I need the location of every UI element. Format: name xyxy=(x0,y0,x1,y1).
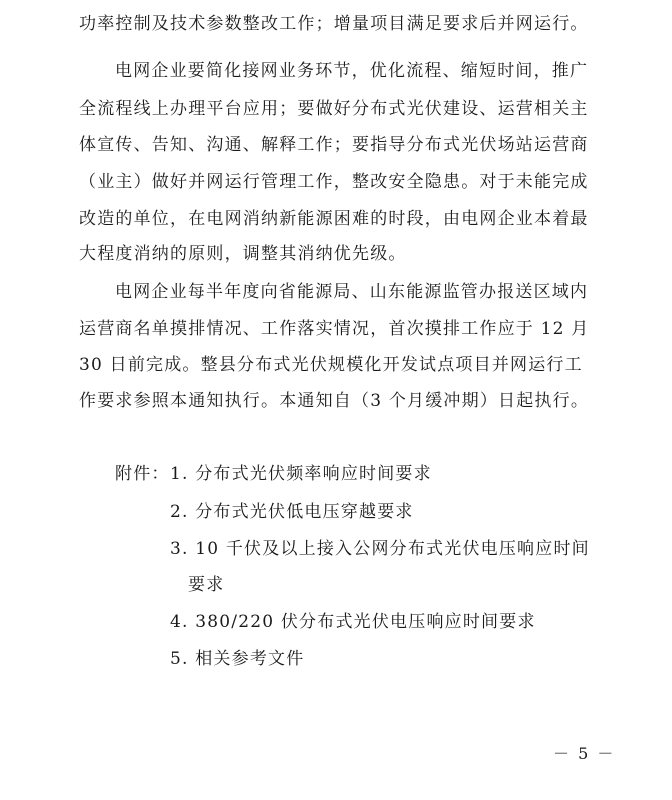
paragraph-line: 运营商名单摸排情况、工作落实情况，首次摸排工作应于 12 月 xyxy=(79,319,590,339)
paragraph-line: 电网企业每半年度向省能源局、山东能源监管办报送区域内 xyxy=(115,282,589,302)
paragraph-line: 大程度消纳的原则，调整其消纳优先级。 xyxy=(79,244,407,264)
paragraph-line: 功率控制及技术参数整改工作；增量项目满足要求后并网运行。 xyxy=(79,14,589,34)
attachment-item: 4. 380/220 伏分布式光伏电压响应时间要求 xyxy=(170,612,536,632)
paragraph-line: 体宣传、告知、沟通、解释工作；要指导分布式光伏场站运营商 xyxy=(79,135,589,155)
attachment-item: 1. 分布式光伏频率响应时间要求 xyxy=(170,464,432,484)
attachment-item: 3. 10 千伏及以上接入公网分布式光伏电压响应时间 xyxy=(170,539,590,559)
paragraph-line: 全流程线上办理平台应用；要做好分布式光伏建设、运营相关主 xyxy=(79,99,589,119)
attachment-item: 5. 相关参考文件 xyxy=(170,649,305,669)
paragraph-line: （业主）做好并网运行管理工作，整改安全隐患。对于未能完成 xyxy=(79,172,589,192)
attachments-label: 附件： xyxy=(115,464,170,484)
paragraph-line: 30 日前完成。整县分布式光伏规模化开发试点项目并网运行工 xyxy=(79,355,583,375)
paragraph-line: 改造的单位，在电网消纳新能源困难的时段，由电网企业本着最 xyxy=(79,209,589,229)
attachment-item: 2. 分布式光伏低电压穿越要求 xyxy=(170,502,414,522)
page-number: － 5 － xyxy=(553,744,616,763)
attachment-item-continuation: 要求 xyxy=(188,575,225,595)
paragraph-line: 电网企业要简化接网业务环节，优化流程、缩短时间，推广 xyxy=(115,61,589,81)
paragraph-line: 作要求参照本通知执行。本通知自（3 个月缓冲期）日起执行。 xyxy=(79,391,590,411)
